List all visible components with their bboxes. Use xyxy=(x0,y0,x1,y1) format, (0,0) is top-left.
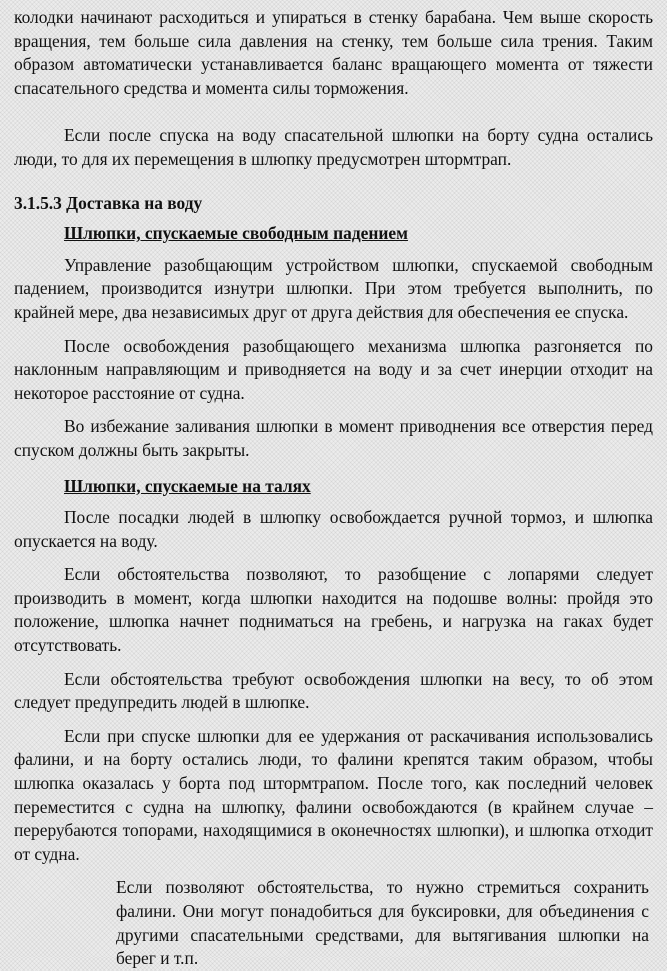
davit-paragraph: Если обстоятельства требуют освобождения шлюпки на весу, то об этом следует предупредить людей в шлюпке. xyxy=(14,668,653,713)
davit-paragraph: Если при спуске шлюпки для ее удержания от раскачивания использовались фалини, и на борту остались люди, то фалини крепятся таким образом, чтобы шлюпка оказалась у борта под штормтрапом. После того, как последний человек переместится с судна на шлюпку, фалини освобождаются (в крайнем случае – перерубаются топорами, находящимися в оконечностях шлюпки), и шлюпка отходит от судна. xyxy=(14,725,653,864)
freefall-paragraph: После освобождения разобщающего механизма шлюпка разгоняется по наклонным направляющим и приводняется на воду и за счет инерции отходит на некоторое расстояние от судна. xyxy=(14,335,653,403)
freefall-paragraph: Управление разобщающим устройством шлюпки, спускаемой свободным падением, производится изнутри шлюпки. При этом требуется выполнить, по крайней мере, два независимых друг от друга действия для обеспечения ее спуска. xyxy=(14,254,653,322)
freefall-paragraph: Во избежание заливания шлюпки в момент приводнения все отверстия перед спуском должны быть закрыты. xyxy=(14,416,653,460)
intro-continuation-paragraph: колодки начинают расходиться и упираться в стенку барабана. Чем выше скорость вращения, тем больше сила давления на стенку, тем больше сила трения. Таким образом автоматически устанавливается баланс вращающего момента от тяжести спасательного средства и момента силы торможения. xyxy=(14,7,653,98)
stormladder-paragraph: Если после спуска на воду спасательной шлюпки на борту судна остались люди, то для их перемещения в шлюпку предусмотрен штормтрап. xyxy=(14,125,653,169)
davit-paragraph: После посадки людей в шлюпку освобождается ручной тормоз, и шлюпка опускается на воду. xyxy=(14,507,653,551)
section-heading: 3.1.5.3 Доставка на воду xyxy=(14,192,203,213)
davit-paragraph: Если обстоятельства позволяют, то разобщение с лопарями следует производить в момент, когда шлюпки находится на подошве волны: пройдя это положение, шлюпка начнет подниматься на гребень, и нагрузка на гаках будет отсутствовать. xyxy=(14,564,653,656)
freefall-heading: Шлюпки, спускаемые свободным падением xyxy=(64,223,408,244)
davit-heading: Шлюпки, спускаемые на талях xyxy=(64,475,311,496)
davit-note-paragraph: Если позволяют обстоятельства, то нужно стремиться сохранить фалини. Они могут понадобиться для буксировки, для объединения с другими спасательными средствами, для вытягивания шлюпки на берег и т.п. xyxy=(116,877,649,969)
